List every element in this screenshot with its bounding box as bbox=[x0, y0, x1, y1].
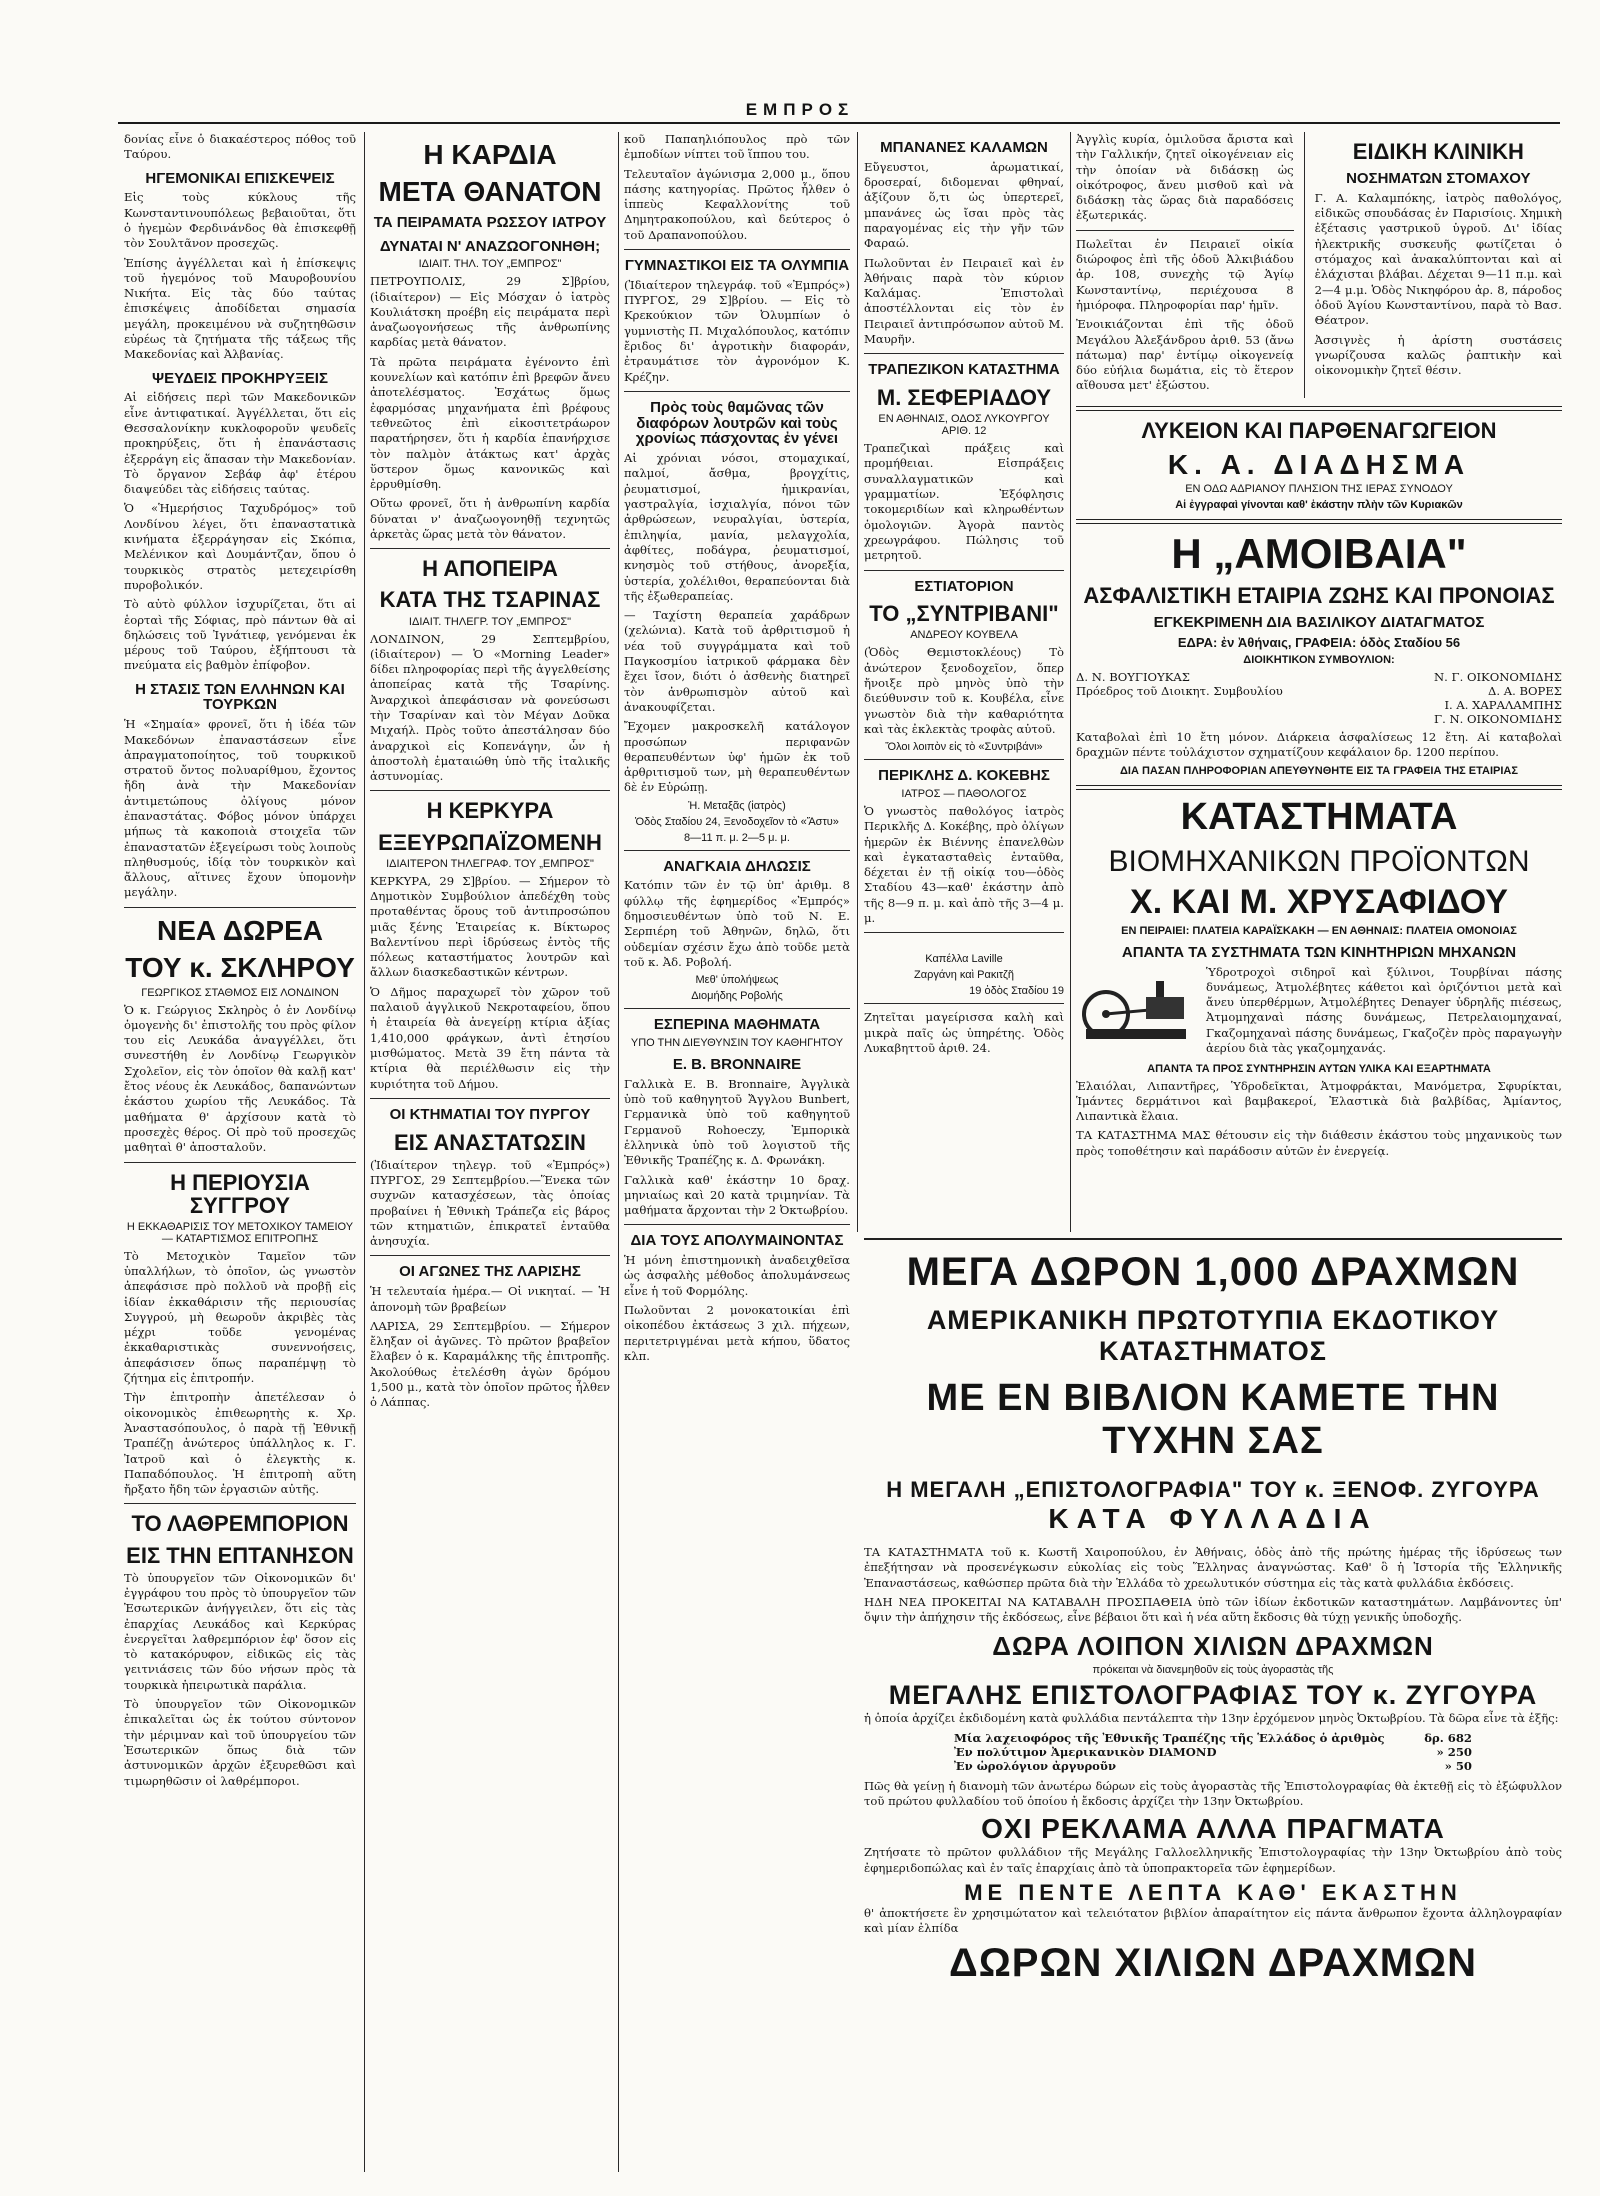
headline-olympia: ΓΥΜΝΑΣΤΙΚΟΙ ΕΙΣ ΤΑ ΟΛΥΜΠΙΑ bbox=[624, 257, 850, 275]
headline-baths: Πρὸς τοὺς θαμῶνας τῶν διαφόρων λουτρῶν καὶ τοὺς χρονίως πάσχοντας ἐν γένει bbox=[635, 398, 839, 448]
stores-subheadline-2: ΑΠΑΝΤΑ ΤΑ ΠΡΟΣ ΣΥΝΤΗΡΗΣΙΝ ΑΥΤΩΝ ΥΛΙΚΑ ΚΑΙ ΕΞΑΡΤΗΜΑΤΑ bbox=[1147, 1062, 1491, 1075]
promo-text: ΗΔΗ ΝΕΑ ΠΡΟΚΕΙΤΑΙ ΝΑ ΚΑΤΑΒΑΛΗ ΠΡΟΣΠΑΘΕΙΑ ὑπὸ τῶν ἰδίων ἐκδοτικῶν καταστημάτων. Λαμβάνοντες ὑπ' ὄψιν τὴν ἀπήχησιν τῆς ἐκδόσεως, εἶνε βέβαιοι ὅτι καὶ ἡ νέα αὕτη ἔκδοσις θὰ τύχῃ γενικῆς ὑποδοχῆς. bbox=[864, 1594, 1562, 1625]
column-3 bbox=[624, 132, 850, 2172]
article-text: Ὁ Δῆμος παραχωρεῖ τὸν χῶρον τοῦ παλαιοῦ ἀγγλικοῦ Νεκροταφείου, ὅπου ἡ ἑταιρεία θὰ ἀνεγείρῃ κτίρια ἀξίας 1,410,000 φράγκων, ἀντὶ ἐτησίου μισθώματος. Μετὰ 39 ἔτη πάντα τὰ κτίρια θὰ περιέλθωσιν εἰς τὴν κυριότητα τοῦ Δήμου. bbox=[370, 984, 610, 1091]
ad-text: Ζητεῖται μαγείρισσα καλὴ καὶ μικρὰ παῖς ὡς ὑπηρέτης. Ὁδὸς Λυκαβηττοῦ ἀριθ. 24. bbox=[864, 1010, 1064, 1055]
divider bbox=[370, 790, 610, 791]
headline-stores-3: Χ. ΚΑΙ Μ. ΧΡΥΣΑΦΙΔΟΥ bbox=[1130, 883, 1508, 922]
divider bbox=[864, 570, 1064, 571]
article-text: Τὰ πρῶτα πειράματα ἐγένοντο ἐπὶ κουνελίων καὶ κατόπιν ἐπὶ βρεφῶν ἄνευ ἀποτελέσματος. Ἐσχάτως ὅμως ἐφαρμόσας μηχανήματα ἐπὶ βρέφους τεθνεῶτος ἐπὶ εἰκοσιτετράωρον παρατήρησεν, ὅτι ἡ καρδία ἐπανήρχισε τὸν παλμὸν ἀτάκτως κατ' ἀρχὰς ὕστερον ὅμως κανονικῶς καὶ ἐρρυθμίσθη. bbox=[370, 354, 610, 492]
telegram-credit: ΙΔΙΑΙΤ. ΤΗΛΕΓΡ. ΤΟΥ „ΕΜΠΡΟΣ" bbox=[408, 615, 572, 628]
ad-text: ΤΑ ΚΑΤΑΣΤΗΜΑ ΜΑΣ θέτουσιν εἰς τὴν διάθεσιν ἑκάστου τοὺς μηχανικοὺς των πρὸς τοποθέτησιν καὶ παράδοσιν αὐτῶν ἐν ἐνεργείᾳ. bbox=[1076, 1128, 1562, 1158]
headline-tsarina-2: ΚΑΤΑ ΤΗΣ ΤΣΑΡΙΝΑΣ bbox=[379, 587, 601, 613]
article-text: Τὸ ὑπουργεῖον τῶν Οἰκονομικῶν δι' ἐγγράφου του πρὸς τὸ ὑπουργεῖον τῶν Ἐσωτερικῶν ἀνήγγειλεν, ὅτι εἰς τὰς ἐπαρχίας Λευκάδος καὶ Κερκύρας ἐνεργεῖται λαθρεμπόριον ἐφ' ὅσον εἰς τὸ κατακόρυφον, εἰδικῶς εἰς τὰς γειτνιάσεις τῶν δύο νήσων πρὸς τὰ τουρκικὰ ἡπειρωτικὰ παράλια. bbox=[124, 1570, 356, 1692]
headline-gift-2: ΤΟΥ κ. ΣΚΛΗΡΟΥ bbox=[125, 952, 355, 984]
headline-lyceum-name: Κ. Α. ΔΙΑΔΗΣΜΑ bbox=[1167, 448, 1471, 480]
promo-headline: ΜΕΓΑ ΔΩΡΟΝ 1,000 ΔΡΑΧΜΩΝ bbox=[906, 1250, 1520, 1294]
headline-syggros: Η ΠΕΡΙΟΥΣΙΑ ΣΥΓΓΡΟΥ bbox=[170, 1169, 310, 1218]
promo-text: ΤΑ ΚΑΤΑΣΤΗΜΑΤΑ τοῦ κ. Κωστῆ Χαιροπούλου, ἐν Ἀθήναις, ὁδὸς ἀπὸ τῆς πρώτης ἡμέρας τῆς ἱδρύσεως των ἐπεξήτησαν νὰ προσενέγκωσιν εὐκολίας εἰς τοὺς Ἕλληνας ἀναγνώστας. Καθ' ὃ ἡ Ἱστορία τῆς Ἑλληνικῆς Ἐπαναστάσεως, καθώσπερ πρῶτα διὰ τὴν Ἑλλάδα τὸ χρεωλυτικόν σύστημα εἰς τὰς κατὰ φυλλάδια ἐκδόσεις. bbox=[864, 1545, 1562, 1590]
headline-restaurant-2: ΤΟ „ΣΥΝΤΡΙΒΑΝΙ" bbox=[869, 601, 1059, 627]
top-ads-row bbox=[1076, 132, 1562, 398]
divider bbox=[1076, 230, 1294, 231]
article-text: ΠΕΤΡΟΥΠΟΛΙΣ, 29 Σ]βρίου, (ἰδιαίτερον) — Εἰς Μόσχαν ὁ ἰατρὸς Κουλιάτσκη προέβη εἰς πειράματα περὶ ἀναζωογονήσεως τῆς ἀνθρωπίνης καρδίας μετὰ θάνατον. bbox=[370, 274, 610, 350]
prize-value: » 250 bbox=[1436, 1744, 1472, 1759]
headline-pyrgos-2: ΕΙΣ ΑΝΑΣΤΑΤΩΣΙΝ bbox=[394, 1129, 586, 1155]
ad-text: Ἐλαιόλαι, Λιπαντῆρες, Ὑδροδεῖκται, Ἀτμοφράκται, Μανόμετρα, Σφυρίκται, Ἱμάντες δερμάτινοι καὶ βαμβακεροί, Ἐλαστικὰ διὰ βαλβίδας, Ἀμίαντος, Λιπαντικὰ ἔλαια. bbox=[1076, 1078, 1562, 1124]
board-row bbox=[1076, 698, 1562, 712]
headline-gift: ΝΕΑ ΔΩΡΕΑ bbox=[156, 914, 323, 946]
ad-text: Ἀσσιγνὲς ἡ ἀρίστη συστάσεις γνωρίζουσα καλῶς ῥαπτικὴν καὶ οἰκονομικὴν ζητεῖ θέσιν. bbox=[1314, 332, 1562, 378]
column-divider bbox=[364, 132, 365, 2172]
prize-label: Μία λαχειοφόρος τῆς Ἐθνικῆς Τραπέζης τῆς Ἑλλάδος ὁ ἀριθμὸς bbox=[954, 1730, 1385, 1745]
subheadline-heart: ΤΑ ΠΕΙΡΑΜΑΤΑ ΡΩΣΣΟΥ ΙΑΤΡΟΥ bbox=[373, 213, 607, 231]
bank-address: ΕΝ ΑΘΗΝΑΙΣ, ΟΔΟΣ ΛΥΚΟΥΡΓΟΥ ΑΡΙΘ. 12 bbox=[878, 413, 1050, 438]
headline-bank-2: Μ. ΣΕΦΕΡΙΑΔΟΥ bbox=[876, 385, 1052, 411]
doctor-title: ΙΑΤΡΟΣ — ΠΑΘΟΛΟΓΟΣ bbox=[901, 787, 1027, 800]
headline-corfu-2: ΕΞΕΥΡΩΠΑΪΖΟΜΕΝΗ bbox=[378, 829, 602, 855]
lyceum-address: ΕΝ ΟΔΩ ΑΔΡΙΑΝΟΥ ΠΛΗΣΙΟΝ ΤΗΣ ΙΕΡΑΣ ΣΥΝΟΔΟΥ bbox=[1185, 483, 1453, 496]
headline-smuggling: ΤΟ ΛΑΘΡΕΜΠΟΡΙΟΝ bbox=[131, 1511, 349, 1537]
article-text: Αἱ εἰδήσεις περὶ τῶν Μακεδονικῶν εἶνε ἀντιφατικαί. Ἀγγέλλεται, ὅτι εἰς Θεσσαλονίκην κυκλοφοροῦν ψευδεῖς προκηρύξεις, ὅτι ἡ ἐπανάστασις ἐξερράγη εἰς ἅπασαν τὴν Μακεδονίαν. Τὸ ὄργανον Σεβάφ ἀφ' ἑτέρου διαψεύδει τὰς εἰδήσεις ταύτας. bbox=[124, 390, 356, 497]
subheadline-lessons: ΥΠΟ ΤΗΝ ΔΙΕΥΘΥΝΣΙΝ ΤΟΥ ΚΑΘΗΓΗΤΟΥ bbox=[630, 1036, 844, 1049]
prize-row bbox=[864, 1731, 1562, 1745]
ad-text: Γ. Α. Καλαμπόκης, ἰατρὸς παθολόγος, εἰδικῶς σπουδάσας ἐν Παρισίοις. Χημικὴ ἐξέτασις γαστρικοῦ ὑγροῦ. Δι' ἰδίας ἠλεκτρικῆς συσκευῆς φωτίζεται ὁ στόμαχος καὶ ἀνακαλύπτονται καὶ αἱ ἐλάχισται βλάβαι. Δέχεται 9—11 π.μ. καὶ 2—4 μ.μ. Ὁδὸς Νικηφόρου ἀρ. 8, πάροδος ὁδοῦ Ἁγίου Κωνσταντίνου, παρὰ τὸ Βασ. Θέατρον. bbox=[1314, 190, 1562, 328]
amoibaia-footer: ΔΙΑ ΠΑΣΑΝ ΠΛΗΡΟΦΟΡΙΑΝ ΑΠΕΥΘΥΝΘΗΤΕ ΕΙΣ ΤΑ ΓΡΑΦΕΙΑ ΤΗΣ ΕΤΑΙΡΙΑΣ bbox=[1120, 764, 1518, 777]
article-text: Τὸ αὐτὸ φύλλον ἰσχυρίζεται, ὅτι αἱ ἑορταὶ τῆς Σόφιας, πρὸ πάντων θὰ αἱ δηλώσεις τοῦ Ἰγνάτιεφ, γενόμεναι ἐκ μέρους τοῦ Ταύρου, ἐξήπτουσι τὰ πνεύματα εἰς βαθμὸν ἐπίφοβον. bbox=[124, 597, 356, 673]
promo-headline-4: Η ΜΕΓΑΛΗ „ΕΠΙΣΤΟΛΟΓΡΑΦΙΑ" ΤΟΥ κ. ΞΕΝΟΦ. ΖΥΓΟΥΡΑ bbox=[886, 1477, 1540, 1502]
headline-bank: ΤΡΑΠΕΖΙΚΟΝ ΚΑΤΑΣΤΗΜΑ bbox=[868, 361, 1060, 379]
telegram-credit: ΙΔΙΑΙΤ. ΤΗΛ. ΤΟΥ „ΕΜΠΡΟΣ" bbox=[418, 258, 562, 271]
headline-larisa: ΟΙ ΑΓΩΝΕΣ ΤΗΣ ΛΑΡΙΣΗΣ bbox=[399, 1263, 581, 1281]
divider bbox=[370, 548, 610, 549]
board-member: Δ. Ν. ΒΟΥΓΙΟΥΚΑΣ bbox=[1076, 670, 1190, 685]
headline-corfu: Η ΚΕΡΚΥΡΑ bbox=[426, 798, 554, 824]
column-divider bbox=[1070, 132, 1071, 1232]
ad-text: Ἀγγλὶς κυρία, ὁμιλοῦσα ἄριστα καὶ τὴν Γαλλικήν, ζητεῖ οἰκογένειαν εἰς τὴν ὁποίαν νὰ διδάσκῃ ὡς οἰκότροφος, ἄνευ μισθοῦ καὶ νὰ διδάσκῃ τὰς ὥρας διὰ παραδόσεις ἐξωτερικάς. bbox=[1076, 132, 1294, 223]
article-text: Ὁ «Ἡμερήσιος Ταχυδρόμος» τοῦ Λονδίνου λέγει, ὅτι ἐπαναστατικὰ κινήματα ἐξερράγησαν εἰς Σκόπια, Μελένικον καὶ Δουμάντζαν, ὅπου ὁ τουρκικὸς στρατὸς μετεχειρίσθη πυροβολικόν. bbox=[124, 501, 356, 592]
headline-stores-2: ΒΙΟΜΗΧΑΝΙΚΩΝ ΠΡΟΪΟΝΤΩΝ bbox=[1108, 844, 1530, 878]
divider bbox=[124, 1503, 356, 1504]
promo-headline-3: ΜΕ ΕΝ ΒΙΒΛΙΟΝ ΚΑΜΕΤΕ ΤΗΝ ΤΥΧΗΝ ΣΑΣ bbox=[926, 1377, 1500, 1462]
article-text: Κατόπιν τῶν ἐν τῷ ὑπ' ἀριθμ. 8 φύλλῳ τῆς ἐφημερίδος «Ἐμπρός» δημοσιευθέντων ὑπὸ τοῦ Ν. Ε. Σερπιέρη τοῦ Ἀθηνῶν, δηλῶ, ὅτι οὐδεμίαν σχέσιν ἔχω ἀπὸ τοῦδε μετὰ τοῦ κ. Ἀδ. Ροβολή. bbox=[624, 878, 850, 969]
article-text: Ἔχομεν μακροσκελῆ κατάλογον προσώπων περιφανῶν θεραπευθέντων ὑφ' ἡμῶν ἐκ τοῦ ἀρθριτισμοῦ των, μὴ θεραπευθέντων δὲ ἐν Εὐρώπῃ. bbox=[624, 719, 850, 795]
ad-hats-2: Ζαργάνη καὶ Ρακιτζῆ bbox=[914, 969, 1014, 982]
ad-text: Ὑδροτροχοὶ σιδηροῖ καὶ ξύλινοι, Τουρβίναι πάσης δυνάμεως, Ἀτμολέβητες κάθετοι καὶ ὁριζόντιοι μετὰ καὶ ἄνευ ὑπερθέρμων, Ἀτμολέβητες Denayer ὑδρηλῆς πιέσεως, Ἀτμομηχαναὶ πάσης δυνάμεως, Πετρελαιομηχαναί, Γκαζομηχαναὶ πάσης δυνάμεως, Γκαζοζὲν πρὸς παραγωγὴν ἀερίου διὰ τὰς γκαζομηχανάς. bbox=[1206, 964, 1562, 1056]
headline-disinfect: ΔΙΑ ΤΟΥΣ ΑΠΟΛΥΜΑΙΝΟΝΤΑΣ bbox=[630, 1232, 844, 1250]
divider bbox=[124, 1162, 356, 1163]
subheadline-amoibaia-2: ΕΓΚΕΚΡΙΜΕΝΗ ΔΙΑ ΒΑΣΙΛΙΚΟΥ ΔΙΑΤΑΓΜΑΤΟΣ bbox=[1153, 614, 1485, 632]
stores-subheadline: ΑΠΑΝΤΑ ΤΑ ΣΥΣΤΗΜΑΤΑ ΤΩΝ ΚΙΝΗΤΗΡΙΩΝ ΜΗΧΑΝΩΝ bbox=[1121, 943, 1517, 961]
article-text: Οὕτω φρονεῖ, ὅτι ἡ ἀνθρωπίνη καρδία δύναται ν' ἀναζωογονηθῇ τεχνητῶς ἀρκετὰς ὥρας μετὰ τὸν θάνατον. bbox=[370, 496, 610, 542]
clinic-ad bbox=[1315, 132, 1562, 398]
board-row bbox=[1076, 670, 1562, 684]
ad-text: Εὔγευστοι, ἀρωματικαί, δροσεραί, διδομεναι φθηναί, ἀξίζουν ὅ,τι ὡς ὑπερτερεῖ, μπανάνες ὡς ἴσαι πρὸς τὰς παραγομένας εἰς τὴν γῆν τῶν Φαραώ. bbox=[864, 159, 1064, 251]
divider bbox=[624, 249, 850, 250]
headline-doctor: ΠΕΡΙΚΛΗΣ Δ. ΚΟΚΕΒΗΣ bbox=[878, 767, 1050, 785]
divider bbox=[624, 1008, 850, 1009]
divider bbox=[1076, 406, 1562, 411]
divider bbox=[1076, 785, 1562, 790]
article-text: Ἡ μόνη ἐπιστημονικὴ ἀναδειχθεῖσα ὡς ἀσφαλὴς μέθοδος ἀπολυμάνσεως εἶνε ἡ τοῦ Φορμόλης. bbox=[624, 1253, 850, 1298]
divider bbox=[624, 850, 850, 851]
ad-hats: Καπέλλα Laville bbox=[925, 953, 1003, 966]
article-text: Ἡ τελευταία ἡμέρα.— Οἱ νικηταί. — Ἡ ἀπονομὴ τῶν βραβείων bbox=[370, 1284, 610, 1314]
column-divider bbox=[857, 132, 858, 1232]
headline-pyrgos: ΟΙ ΚΤΗΜΑΤΙΑΙ ΤΟΥ ΠΥΡΓΟΥ bbox=[389, 1105, 591, 1123]
article-text: (Ἰδιαίτερον τηλεγρ. τοῦ «Ἐμπρός») ΠΥΡΓΟΣ, 29 Σεπτεμβρίου.—Ἕνεκα τῶν συχνῶν κατασχέσεων, τὰς ὁποίας προβαίνει ἡ Ἐθνικὴ Τράπεζα εἰς βάρος τῶν κτηματιῶν, ἐπικρατεῖ ἐνταῦθα ἀνησυχία. bbox=[370, 1157, 610, 1249]
article-text: κοῦ Παπαηλιόπουλος πρὸ τῶν ἐμποδίων νίπτει τοῦ ἵππου του. bbox=[624, 132, 850, 162]
article-text: Αἱ χρόνιαι νόσοι, στομαχικαί, παλμοί, ἄσθμα, βρογχίτις, ῥευματισμοί, ἡμικρανίαι, γαστραλγία, ἰσχιαλγία, πόνοι τῶν ἀρθρώσεων, νευραλγίαι, ὑστερία, ἐπιληψία, μανία, μελαγχολία, ἀφθίτες, ποδάγρα, ῥευματισμοί, κνησμὸς τοῦ στήθους, ἀνορεξία, ὑστερία, χολέλιθοι, θεραπεύονται διὰ τῆς ἐξωθεραπείας. bbox=[624, 451, 850, 603]
headline-restaurant: ΕΣΤΙΑΤΟΡΙΟΝ bbox=[914, 577, 1014, 595]
headline-notice: ΑΝΑΓΚΑΙΑ ΔΗΛΩΣΙΣ bbox=[663, 857, 811, 875]
article-text: (Ἰδιαίτερον τηλεγράφ. τοῦ «Ἐμπρός») ΠΥΡΓΟΣ, 29 Σ]βρίου. — Εἰς τὸ Κρεκούκιον τῶν Ὀλυμπίων ὁ γυμνιστὴς Π. Μιχαλόπουλος, κατόπιν ἔριδος δι' ἀγροτικὴν διαφοράν, ἐτραυμάτισε τὸν ἀγρονόμον Κ. Κρέζην. bbox=[624, 277, 850, 384]
column-5 bbox=[1076, 132, 1562, 1232]
ad-text: Ἐνοικιάζονται ἐπὶ τῆς ὁδοῦ Μεγάλου Ἀλεξάνδρου ἀριθ. 53 (ἄνω πάτωμα) παρ' ἐντίμῳ οἰκογενείᾳ δύο εὐήλια δωμάτια, εἰς τὸ ἕτερον αἴθουσα μετ' ἐξώστου. bbox=[1076, 317, 1294, 393]
article-text: Εἰς τοὺς κύκλους τῆς Κωνσταντινουπόλεως βεβαιοῦται, ὅτι ὁ ἡγεμὼν Φερδινάνδος θὰ ἐπισκεφθῇ τὸν Σουλτᾶνον προσεχῶς. bbox=[124, 190, 356, 251]
ad-slogan: Ὅλοι λοιπὸν εἰς τὸ «Συντριβάνι» bbox=[885, 741, 1043, 754]
ad-text: Τραπεζικαὶ πράξεις καὶ προμήθειαι. Εἰσπράξεις συναλλαγματικῶν καὶ γραμματίων. Ἐξόφλησις τοκομεριδίων καὶ κληρωθέντων ὁμολογιῶν. Ἀγορὰ παντὸς χρεωγράφου. Πώλησις τοῦ μετρητοῦ. bbox=[864, 441, 1064, 563]
promo-text: θ' ἀποκτήσετε ἓν χρησιμώτατον καὶ τελειότατον βιβλίον ἀπαραίτητον εἰς πάντα ἄνθρωπον ἔχοντα ἀλληλογραφίαν καὶ μίαν ἐλπίδα bbox=[864, 1905, 1562, 1936]
promo-headline-6: ΔΩΡΑ ΛΟΙΠΟΝ ΧΙΛΙΩΝ ΔΡΑΧΜΩΝ bbox=[992, 1631, 1434, 1662]
divider bbox=[370, 1255, 610, 1256]
subheadline-amoibaia: ΑΣΦΑΛΙΣΤΙΚΗ ΕΤΑΙΡΙΑ ΖΩΗΣ ΚΑΙ ΠΡΟΝΟΙΑΣ bbox=[1083, 583, 1555, 609]
headline-clash: Η ΣΤΑΣΙΣ ΤΩΝ ΕΛΛΗΝΩΝ ΚΑΙ ΤΟΥΡΚΩΝ bbox=[135, 680, 345, 714]
prize-label: Ἐν ὡρολόγιον ἀργυροῦν bbox=[954, 1758, 1117, 1773]
headline-lessons-2: Ε. Β. BRONNAIRE bbox=[672, 1055, 802, 1073]
signature: Ἡ. Μεταξᾶς (ἰατρὸς) bbox=[688, 799, 786, 812]
board-member: Δ. Α. ΒΟΡΕΣ bbox=[1488, 684, 1562, 699]
article-text: Τελευταῖον ἀγώνισμα 2,000 μ., ὅπου πάσης κατηγορίας. Πρῶτος ἦλθεν ὁ ἱππεὺς Κεφαλλονίτης τοῦ Δημητρακοπούλου, καὶ δεύτερος ὁ τοῦ Δραπανοπούλου. bbox=[624, 166, 850, 242]
board-member: Ι. Α. ΧΑΡΑΛΑΜΠΗΣ bbox=[1444, 698, 1562, 713]
column-4 bbox=[864, 132, 1064, 1222]
signature-address: Ὁδὸς Σταδίου 24, Ξενοδοχεῖον τὸ «Ἄστυ» bbox=[635, 815, 839, 828]
prize-row bbox=[864, 1759, 1562, 1773]
masthead bbox=[0, 0, 1600, 118]
divider bbox=[624, 1224, 850, 1225]
board-row bbox=[1076, 712, 1562, 726]
amoibaia-seat: ΕΔΡΑ: ἐν Ἀθήναις, ΓΡΑΦΕΙΑ: ὁδὸς Σταδίου 56 bbox=[1177, 635, 1461, 651]
headline-clinic-2: ΝΟΣΗΜΑΤΩΝ ΣΤΟΜΑΧΟΥ bbox=[1346, 170, 1531, 188]
small-ads bbox=[1076, 132, 1294, 398]
article-text: Τὸ Μετοχικὸν Ταμεῖον τῶν ὑπαλλήλων, τὸ ὁποῖον, ὡς γνωστὸν ἀπεφάσισε πρὸ πολλοῦ νὰ προβῇ εἰς ἰδίαν ἐκκαθάρισιν τῆς περιουσίας Συγγρού, μὴ θεωροῦν ἀκριβὲς τὰς μέχρι τοῦδε γενομένας ἐκκαθαριστικὰς συνεννοήσεις, ἀπεφάσισεν ὅπως παραπέμψῃ τὸ ζήτημα εἰς ἐπιτροπήν. bbox=[124, 1248, 356, 1386]
divider bbox=[1076, 519, 1562, 524]
article-text: Ὁ κ. Γεώργιος Σκληρὸς ὁ ἐν Λονδίνῳ ὁμογενὴς δι' ἐπιστολῆς του πρὸς φίλον του εἰς Λευκάδα ἀναγγέλλει, ὅτι συνεστήθη ἐν Λονδίνῳ Γεωργικὸν Σχολεῖον, εἰς τὸν ὁποῖον θὰ καλῇ κατ' ἔτος νέους ἐκ Λευκάδος, δαπανώντων ἑκάστου χωρίου τῆς Λευκάδος. Τὰ μαθήματα θ' ἀρχίσουν κατὰ τὸ προσεχὲς θέρος. Οἱ πρὸ τοῦ προσεχῶς μαθηταὶ θ' ἀποσταλοῦν. bbox=[124, 1002, 356, 1155]
article-text: Ἐπίσης ἀγγέλλεται καὶ ἡ ἐπίσκεψις τοῦ ἡγεμόνος τοῦ Μαυροβουνίου Νικήτα. Εἰς τὰς δύο ταύτας ἐπισκέψεις ἀποδίδεται σημασία μεγάλη, προκειμένου νὰ συζητηθῶσιν εὐρέως τὰ ζητήματα τῆς τάξεως τῆς Μακεδονίας καὶ Ἀλβανίας. bbox=[124, 255, 356, 362]
headline-lessons: ΕΣΠΕΡΙΝΑ ΜΑΘΗΜΑΤΑ bbox=[653, 1016, 821, 1034]
headline-tsarina: Η ΑΠΟΠΕΙΡΑ bbox=[422, 556, 558, 582]
headline-heart: Η ΚΑΡΔΙΑ bbox=[423, 139, 557, 170]
ad-text: Καταβολαὶ ἐπὶ 10 ἔτη μόνον. Διάρκεια ἀσφαλίσεως 12 ἔτη. Αἱ καταβολαὶ δραχμῶν πέντε τοὐλάχιστον σχηματίζουν κεφάλαιον δρ. 1200 περίπου. bbox=[1076, 730, 1562, 760]
prize-value: δρ. 682 bbox=[1424, 1730, 1472, 1745]
divider bbox=[624, 391, 850, 392]
promo-headline-10: ΔΩΡΩΝ ΧΙΛΙΩΝ ΔΡΑΧΜΩΝ bbox=[948, 1940, 1478, 1985]
divider bbox=[864, 759, 1064, 760]
divider bbox=[864, 932, 1064, 933]
article-text: ΛΟΝΔΙΝΟΝ, 29 Σεπτεμβρίου, (ἰδιαίτερον) — Ὁ «Morning Leader» δίδει πληροφορίας περὶ τῆς ἀγγελθείσης ἀποπείρας κατὰ τῆς Τσαρίνης. Ἀναρχικοὶ ἀπεφάσισαν νὰ φονεύσωσι τὴν Τσαρίναν καὶ τὸν Μέγαν Δοῦκα Μιχαήλ. Πρὸς τοῦτο ἀπεστάλησαν δύο ἀναρχικοὶ εἰς Κοπενάγην, ὧν ἡ ἀποστολὴ ἐματαιώθη ὑπὸ τῆς ἰταλικῆς ἀστυνομίας. bbox=[370, 631, 610, 784]
signature-hours: 8—11 π. μ. 2—5 μ. μ. bbox=[684, 831, 790, 844]
headline-heart-2: ΜΕΤΑ ΘΑΝΑΤΟΝ bbox=[378, 176, 602, 208]
headline-smuggling-2: ΕΙΣ ΤΗΝ ΕΠΤΑΝΗΣΟΝ bbox=[126, 1542, 354, 1568]
ad-text: Πωλεῖται ἐν Πειραιεῖ οἰκία διώροφος ἐπὶ τῆς ὁδοῦ Ἀλκιβιάδου ἀρ. 108, συνεχὴς τῷ Ἁγίῳ Κωνσταντίνῳ, περιέχουσα 8 ἡμιόροφα. Πληροφορίαι παρ' ἡμῖν. bbox=[1076, 236, 1294, 312]
article-text: Γαλλικὰ καθ' ἑκάστην 10 δραχ. μηνιαίως καὶ 20 κατὰ τριμηνίαν. Τὰ μαθήματα ἄρχονται τὴν 2 Ὀκτωβρίου. bbox=[624, 1172, 850, 1218]
divider bbox=[370, 1098, 610, 1099]
ad-text: Πωλοῦνται ἐν Πειραιεῖ καὶ ἐν Ἀθήναις παρὰ τὸν κύριον Καλάμας. Ἐπιστολαὶ ἀποστέλλονται εἰς τὸν ἐν Πειραιεῖ ἀντιπρόσωπον αὐτοῦ Μ. Μαυρῆν. bbox=[864, 255, 1064, 347]
headline-visits: ΗΓΕΜΟΝΙΚΑΙ ΕΠΙΣΚΕΨΕΙΣ bbox=[145, 169, 335, 187]
promo-headline-8: ΟΧΙ ΡΕΚΛΑΜΑ ΑΛΛΑ ΠΡΑΓΜΑΤΑ bbox=[981, 1813, 1445, 1845]
promo-text: Ζητήσατε τὸ πρῶτον φυλλάδιον τῆς Μεγάλης Γαλλοελληνικῆς Ἐπιστολογραφίας τὴν 13ην Ὀκτωβρίου ἀπὸ τοὺς ἐφημεριδοπώλας καὶ ἐν ταῖς ἐπαρχίαις ἀπὸ τὰ ὑποπρακτορεῖα τῶν ἐφημερίδων. bbox=[864, 1845, 1562, 1875]
article-text: ΛΑΡΙΣΑ, 29 Σεπτεμβρίου. — Σήμερον ἔληξαν οἱ ἀγῶνες. Τὸ πρῶτον βραβεῖον ἔλαβεν ὁ κ. Καραμάλκης τῆς ἐπιτροπῆς. Ἀκολούθως ἐτελέσθη ἀγὼν δρόμου 1,500 μ., κατὰ τὸν ὁποῖον πρῶτος ἦλθεν ὁ Λάππας. bbox=[370, 1318, 610, 1410]
article-text: Τὸ ὑπουργεῖον τῶν Οἰκονομικῶν ἐπικαλεῖται ὡς ἐκ τούτου σύντονον τὴν μέριμναν καὶ τοῦ ὑπουργείου τῶν Ἐσωτερικῶν ὅπως διὰ τῶν ἀστυνομικῶν ἀρχῶν ἐξευρεθῶσι καὶ τιμωρηθῶσιν οἱ λαθρέμποροι. bbox=[124, 1697, 356, 1788]
divider bbox=[124, 907, 356, 908]
article-text: Τὴν ἐπιτροπὴν ἀπετέλεσαν ὁ οἰκονομικὸς ἐπιθεωρητὴς κ. Χρ. Ἀναστασόπουλος, ὁ παρὰ τῇ Ἐθνικῇ Τραπέζῃ ἀνώτερος ὑπάλληλος κ. Γ. Ἰατροῦ καὶ ὁ ἐλεγκτὴς κ. Παπαδόπουλος. Ἡ ἐπιτροπὴ αὕτη ἤρξατο ἤδη τῶν ἐργασιῶν αὐτῆς. bbox=[124, 1390, 356, 1497]
promo-headline-5: ΚΑΤΑ ΦΥΛΛΑΔΙΑ bbox=[1048, 1503, 1378, 1534]
promo-headline-2: ΑΜΕΡΙΚΑΝΙΚΗ ΠΡΩΤΟΤΥΠΙΑ ΕΚΔΟΤΙΚΟΥ ΚΑΤΑΣΤΗΜΑΤΟΣ bbox=[926, 1305, 1500, 1366]
promo-text: Πῶς θὰ γείνῃ ἡ διανομὴ τῶν ἀνωτέρω δώρων εἰς τοὺς ἀγοραστὰς τῆς Ἐπιστολογραφίας θὰ ἐκτεθῇ εἰς τὸ ἐξώφυλλον τοῦ πρώτου φυλλαδίου τοῦ ὁποίου ἡ ἔκδοσις ἀρχίζει τὴν 13ην Ὀκτωβρίου. bbox=[864, 1778, 1562, 1809]
ad-text: (Ὁδὸς Θεμιστοκλέους) Τὸ ἀνώτερον ξενοδοχεῖον, ὅπερ ἤνοιξε πρὸ μηνὸς ὑπὸ τὴν διεύθυνσιν τοῦ κ. Κουβέλα, εἶνε γνωστὸν διὰ τὴν καθαριότητα καὶ τὰς ἐκλεκτὰς τροφὰς αὐτοῦ. bbox=[864, 645, 1064, 736]
headline-false-proclamations: ΨΕΥΔΕΙΣ ΠΡΟΚΗΡΥΞΕΙΣ bbox=[152, 369, 328, 387]
headline-stores: ΚΑΤΑΣΤΗΜΑΤΑ bbox=[1180, 795, 1458, 838]
top-rule bbox=[118, 122, 1560, 124]
subheadline-syggros: Η ΕΚΚΑΘΑΡΙΣΙΣ ΤΟΥ ΜΕΤΟΧΙΚΟΥ ΤΑΜΕΙΟΥ — ΚΑΤΑΡΤΙΣΜΟΣ ΕΠΙΤΡΟΠΗΣ bbox=[126, 1220, 354, 1245]
promo-headline-7: ΜΕΓΑΛΗΣ ΕΠΙΣΤΟΛΟΓΡΑΦΙΑΣ ΤΟΥ κ. ΖΥΓΟΥΡΑ bbox=[888, 1680, 1538, 1711]
stores-address: ΕΝ ΠΕΙΡΑΙΕΙ: ΠΛΑΤΕΙΑ ΚΑΡΑΪΣΚΑΚΗ — ΕΝ ΑΘΗΝΑΙΣ: ΠΛΑΤΕΙΑ ΟΜΟΝΟΙΑΣ bbox=[1121, 924, 1517, 937]
promo-text: πρόκειται νὰ διανεμηθοῦν εἰς τοὺς ἀγοραστὰς τῆς bbox=[1092, 1664, 1334, 1677]
amoibaia-board-title: ΔΙΟΙΚΗΤΙΚΟΝ ΣΥΜΒΟΥΛΙΟΝ: bbox=[1243, 654, 1395, 667]
divider bbox=[864, 1003, 1064, 1004]
board-row bbox=[1076, 684, 1562, 698]
article-text: Γαλλικὰ Ε. Β. Bronnaire, Ἀγγλικὰ ὑπὸ τοῦ καθηγητοῦ Ἄγγλου Bunbert, Γερμανικὰ ὑπὸ τοῦ καθηγητοῦ Γερμανοῦ Rohoeczy, Ἐμπορικὰ ἑλληνικὰ ὑπὸ τοῦ λογιστοῦ τῆς Ἐθνικῆς Τραπέζης κ. Δ. Φρωνάκη. bbox=[624, 1076, 850, 1168]
column-1 bbox=[124, 132, 356, 2172]
column-divider bbox=[1304, 132, 1305, 398]
steam-engine-illustration-icon bbox=[1076, 969, 1196, 1059]
column-2 bbox=[370, 132, 610, 2172]
promo-headline-9: ΜΕ ΠΕΝΤΕ ΛΕΠΤΑ ΚΑΘ' ΕΚΑΣΤΗΝ bbox=[964, 1879, 1462, 1905]
headline-amoibaia: Η „ΑΜΟΙΒΑΙΑ" bbox=[1171, 530, 1467, 578]
prize-row bbox=[864, 1745, 1562, 1759]
article-text: Πωλοῦνται 2 μονοκατοικίαι ἐπὶ οἰκοπέδου ἐκτάσεως 3 χιλ. πήχεων, περιτετριγμέναι μετὰ κήπου, ὕδατος κλπ. bbox=[624, 1303, 850, 1363]
column-divider bbox=[618, 132, 619, 2172]
telegram-credit: ΙΔΙΑΙΤΕΡΟΝ ΤΗΛΕΓΡΑΦ. ΤΟΥ „ΕΜΠΡΟΣ" bbox=[386, 857, 594, 870]
ad-hats-address: 19 ὁδὸς Σταδίου 19 bbox=[969, 985, 1064, 998]
board-member: Γ. Ν. ΟΙΚΟΝΟΜΙΔΗΣ bbox=[1434, 712, 1562, 727]
article-text: Ἡ «Σημαία» φρονεῖ, ὅτι ἡ ἰδέα τῶν Μακεδόνων ἐπαναστάσεων εἶνε ἀπραγματοποίητος, τοῦ τουρκικοῦ στρατοῦ ὄντος πολυαρίθμου, ἔχοντος ἤδη ἀνὰ τὴν Μακεδονίαν ἀντιμετώπους ὀλίγους μόνον ἐπαναστάτας. Φόβος μόνον ὑπάρχει μήπως τὰ κακοποιὰ στοιχεῖα τῶν ἐπαναστατῶν ἐξεγείρωσι τοὺς λοιποὺς πληθυσμούς, ἰδίᾳ τὸν τουρκικὸν καὶ ἄλλους, αἵτινες ἔχουν ὑπομονὴν μεγάλην. bbox=[124, 717, 356, 900]
promo-block bbox=[864, 1238, 1562, 2174]
headline-clinic: ΕΙΔΙΚΗ ΚΛΙΝΙΚΗ bbox=[1352, 139, 1524, 164]
headline-lyceum: ΛΥΚΕΙΟΝ ΚΑΙ ΠΑΡΘΕΝΑΓΩΓΕΙΟΝ bbox=[1141, 417, 1497, 443]
signature: Μεθ' ὑπολήψεως bbox=[695, 974, 779, 987]
newspaper-title: ΕΜΠΡΟΣ bbox=[745, 100, 855, 119]
board-member: Ν. Γ. ΟΙΚΟΝΟΜΙΔΗΣ bbox=[1434, 670, 1562, 685]
prize-value: » 50 bbox=[1444, 1758, 1472, 1773]
lyceum-note: Αἱ ἐγγραφαὶ γίνονται καθ' ἑκάστην πλὴν τῶν Κυριακῶν bbox=[1175, 499, 1463, 512]
subheadline-heart-2: ΔΥΝΑΤΑΙ Ν' ΑΝΑΖΩΟΓΟΝΗΘΗ; bbox=[379, 237, 601, 255]
restaurant-owner: ΑΝΔΡΕΟΥ ΚΟΥΒΕΛΑ bbox=[910, 629, 1018, 642]
article-text: δονίας εἶνε ὁ διακαέστερος πόθος τοῦ Ταύρου. bbox=[124, 132, 356, 162]
promo-text: ἡ ὁποία ἀρχίζει ἐκδιδομένη κατὰ φυλλάδια πεντάλεπτα τὴν 13ην ἐρχόμενον μηνὸς Ὀκτωβρίου. Τὰ δῶρα εἶνε τὰ ἑξῆς: bbox=[864, 1711, 1559, 1726]
divider bbox=[864, 353, 1064, 354]
prize-label: Ἐν πολύτιμον Ἀμερικανικὸν DIAMOND bbox=[954, 1744, 1217, 1759]
signature: Διομήδης Ροβολής bbox=[691, 990, 783, 1003]
article-text: ΚΕΡΚΥΡΑ, 29 Σ]βρίου. — Σήμερον τὸ Δημοτικὸν Συμβούλιον ἀπεδέχθη τοὺς προταθέντας ὅρους τοῦ ἀντιπροσώπου μιᾶς ξένης Ἑταιρείας κ. Βίκτωρος Βαλεντίνου περὶ ἱδρύσεως ἐντὸς τῆς πόλεως καταστήματος λουτρῶν καὶ ἄλλων διασκεδαστικῶν κέντρων. bbox=[370, 873, 610, 980]
board-role: Πρόεδρος τοῦ Διοικητ. Συμβουλίου bbox=[1076, 684, 1283, 699]
article-text: — Ταχίστη θεραπεία χαράδρων (χελώνια). Κατὰ τοῦ ἀρθριτισμοῦ ἡ νέα τοῦ συγγράμματα καὶ τοῦ Παγκοσμίου ἰατρικοῦ φάρμακα δὲν ἔχει ἴσον, διότι ὁ ἀσθενὴς διατηρεῖ τὸν ἀνθρωπισμὸν αὐτοῦ καὶ ἀνακουφίζεται. bbox=[624, 608, 850, 714]
subheadline-gift: ΓΕΩΡΓΙΚΟΣ ΣΤΑΘΜΟΣ ΕΙΣ ΛΟΝΔΙΝΟΝ bbox=[141, 986, 339, 999]
ad-text: Ὁ γνωστὸς παθολόγος ἰατρὸς Περικλῆς Δ. Κοκέβης, πρὸ ὀλίγων ἡμερῶν ἐκ Βιέννης ἐπανελθὼν καὶ ἐγκατασταθεὶς ἐνταῦθα, δέχεται ἐν τῇ οἰκίᾳ του—ὁδὸς Σταδίου 43—καθ' ἑκάστην ἀπὸ τῆς 8—9 π. μ. καὶ ἀπὸ τῆς 3—4 μ. μ. bbox=[864, 803, 1064, 925]
headline-bananas: ΜΠΑΝΑΝΕΣ ΚΑΛΑΜΩΝ bbox=[880, 139, 1048, 156]
